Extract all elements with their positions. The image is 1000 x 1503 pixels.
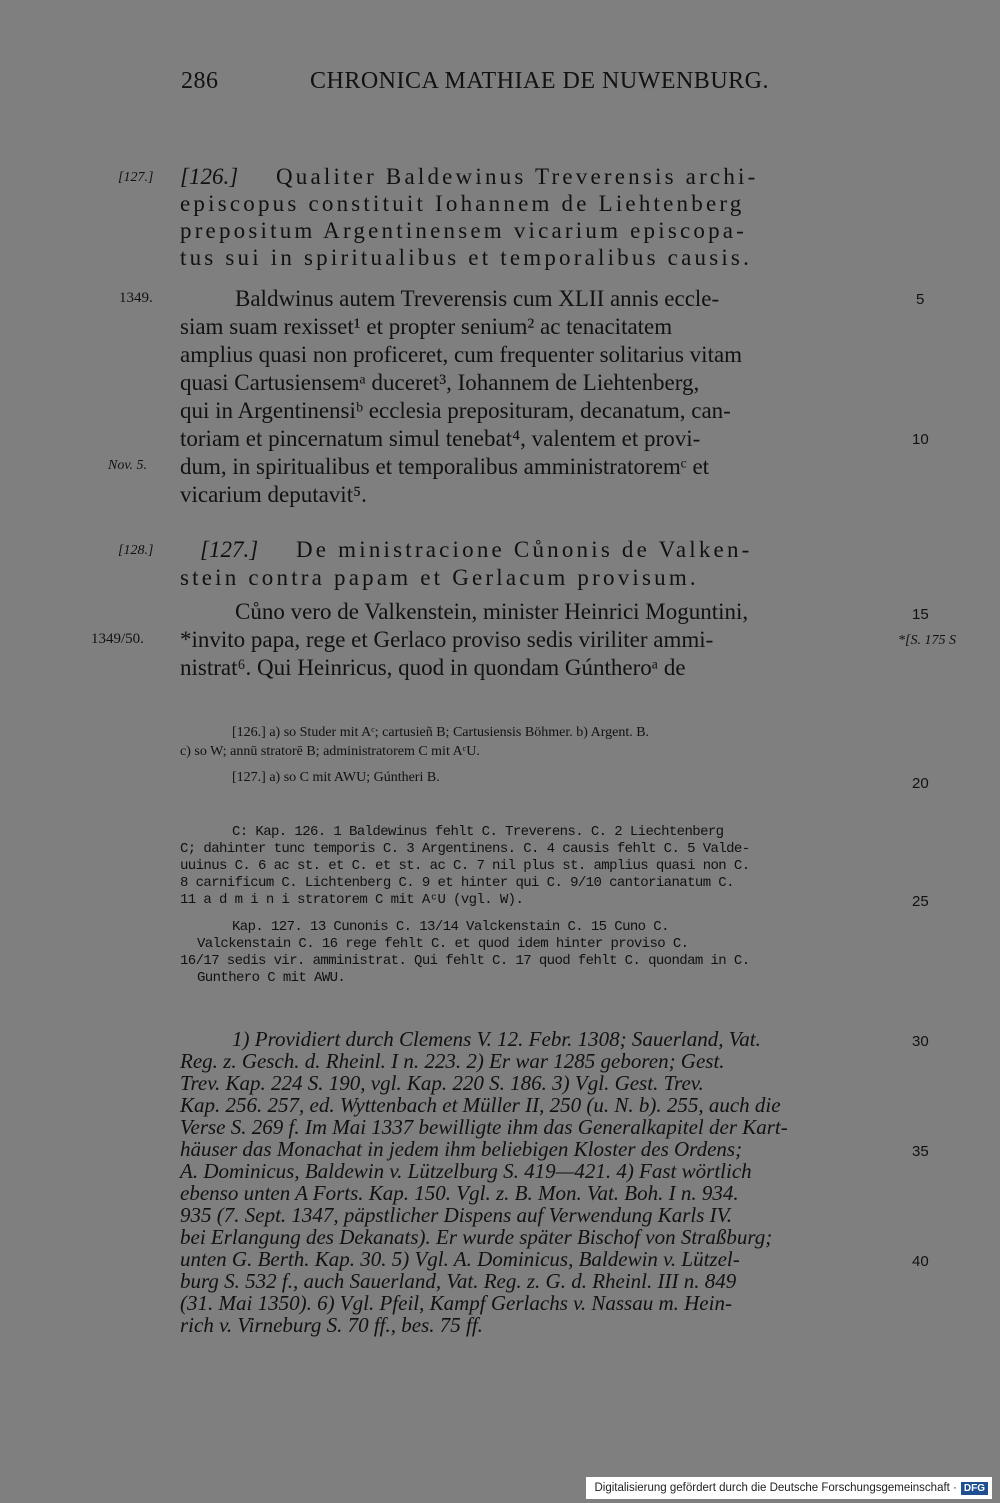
chapter-number-inner: [127.] (200, 537, 259, 562)
line-number: 35 (912, 1143, 929, 1160)
apparatus-line: [126.] a) so Studer mit Aᶜ; cartusieñ B; Cartusiensis Böhmer. b) Argent. B. (232, 725, 650, 740)
margin-page-reference: *[S. 175 S (898, 633, 956, 648)
body-line: qui in Argentinensiᵇ ecclesia preposituram, decanatum, can- (180, 398, 731, 423)
chapter-title-line: Qualiter Baldewinus Treverensis archi- (276, 164, 759, 189)
running-title: CHRONICA MATHIAE DE NUWENBURG. (310, 68, 769, 94)
note-line: unten G. Berth. Kap. 30. 5) Vgl. A. Dominicus, Baldewin v. Lützel- (180, 1247, 740, 1271)
note-line: 1) Providiert durch Clemens V. 12. Febr. 1308; Sauerland, Vat. (232, 1027, 761, 1051)
variant-line: 8 carnificum C. Lichtenberg C. 9 et hinter qui C. 9/10 cantorianatum C. (180, 875, 734, 891)
body-line: Cůno vero de Valkenstein, minister Heinrici Moguntini, (235, 599, 749, 624)
footer-text: Digitalisierung gefördert durch die Deutsche Forschungsgemeinschaft · (594, 1482, 957, 1494)
body-line: Baldwinus autem Treverensis cum XLII annis eccle- (235, 286, 720, 311)
chapter-number-inner: [126.] (180, 164, 239, 189)
funding-footer (586, 1477, 992, 1499)
variant-line: 16/17 sedis vir. amministrat. Qui fehlt C. 17 quod fehlt C. quondam in C. (180, 953, 750, 969)
body-line: quasi Cartusiensemᵃ duceret³, Iohannem de Liehtenberg, (180, 370, 700, 395)
apparatus-line: c) so W; annū stratorē B; administratorem C mit AᶜU. (180, 744, 480, 759)
variant-line: Gunthero C mit AWU. (197, 970, 346, 986)
chapter-title-line: stein contra papam et Gerlacum provisum. (180, 565, 699, 590)
note-line: Verse S. 269 f. Im Mai 1337 bewilligte ihm das Generalkapitel der Kart- (180, 1115, 788, 1139)
apparatus-line: [127.] a) so C mit AWU; Gúntheri B. (232, 770, 440, 785)
note-line: A. Dominicus, Baldewin v. Lützelburg S. 419—421. 4) Fast wörtlich (180, 1159, 752, 1183)
note-line: Reg. z. Gesch. d. Rheinl. I n. 223. 2) Er war 1285 geboren; Gest. (180, 1049, 725, 1073)
chapter-number-outer: [127.] (118, 170, 154, 185)
margin-year: 1349/50. (91, 631, 144, 647)
line-number: 15 (912, 606, 929, 623)
chapter-number-outer: [128.] (118, 543, 154, 558)
chapter-title-line: De ministracione Cůnonis de Valken- (296, 537, 753, 562)
note-line: (31. Mai 1350). 6) Vgl. Pfeil, Kampf Gerlachs v. Nassau m. Hein- (180, 1291, 732, 1315)
margin-date: Nov. 5. (108, 458, 148, 473)
note-line: bei Erlangung des Dekanats). Er wurde später Bischof von Straßburg; (180, 1225, 773, 1249)
body-line: nistrat⁶. Qui Heinricus, quod in quondam Gúntheroᵃ de (180, 655, 686, 680)
variant-line: Kap. 127. 13 Cunonis C. 13/14 Valckenstain C. 15 Cuno C. (232, 919, 669, 935)
note-line: Kap. 256. 257, ed. Wyttenbach et Müller II, 250 (u. N. b). 255, auch die (180, 1093, 781, 1117)
variant-line: C; dahinter tunc temporis C. 3 Argentinens. C. 4 causis fehlt C. 5 Valde- (180, 841, 750, 857)
line-number: 10 (912, 431, 929, 448)
dfg-logo-icon: DFG (961, 1482, 988, 1495)
variant-line: uuinus C. 6 ac st. et C. et st. ac C. 7 nil plus st. amplius quasi non C. (180, 858, 750, 874)
chapter-title-line: episcopus constituit Iohannem de Liehtenberg (180, 191, 745, 216)
page-number: 286 (181, 68, 219, 94)
line-number: 20 (912, 775, 929, 792)
note-line: burg S. 532 f., auch Sauerland, Vat. Reg. z. G. d. Rheinl. III n. 849 (180, 1269, 737, 1293)
variant-line: C: Kap. 126. 1 Baldewinus fehlt C. Treverens. C. 2 Liechtenberg (232, 824, 724, 840)
line-number: 25 (912, 893, 929, 910)
chapter-title-line: prepositum Argentinensem vicarium episcopa- (180, 218, 748, 243)
body-line: vicarium deputavit⁵. (180, 482, 367, 507)
note-line: ebenso unten A Forts. Kap. 150. Vgl. z. B. Mon. Vat. Boh. I n. 934. (180, 1181, 739, 1205)
note-line: Trev. Kap. 224 S. 190, vgl. Kap. 220 S. 186. 3) Vgl. Gest. Trev. (180, 1071, 704, 1095)
line-number: 30 (912, 1033, 929, 1050)
line-number: 40 (912, 1253, 929, 1270)
note-line: häuser das Monachat in jedem ihm beliebigen Kloster des Ordens; (180, 1137, 743, 1161)
body-line: amplius quasi non proficeret, cum frequenter solitarius vitam (180, 342, 743, 367)
note-line: rich v. Virneburg S. 70 ff., bes. 75 ff. (180, 1313, 483, 1337)
variant-line: 11 a d m i n i stratorem C mit AᶜU (vgl. W). (180, 892, 524, 908)
body-line: siam suam rexisset¹ et propter senium² ac tenacitatem (180, 314, 673, 339)
body-line: dum, in spiritualibus et temporalibus amministratoremᶜ et (180, 454, 710, 479)
body-line: toriam et pincernatum simul tenebat⁴, valentem et provi- (180, 426, 701, 451)
line-number: 5 (916, 291, 925, 308)
chapter-title-line: tus sui in spiritualibus et temporalibus causis. (180, 245, 753, 270)
note-line: 935 (7. Sept. 1347, päpstlicher Dispens auf Verwendung Karls IV. (180, 1203, 733, 1227)
variant-line: Valckenstain C. 16 rege fehlt C. et quod idem hinter proviso C. (197, 936, 689, 952)
body-line: *invito papa, rege et Gerlaco proviso sedis viriliter ammi- (180, 627, 714, 652)
margin-year: 1349. (119, 290, 153, 306)
